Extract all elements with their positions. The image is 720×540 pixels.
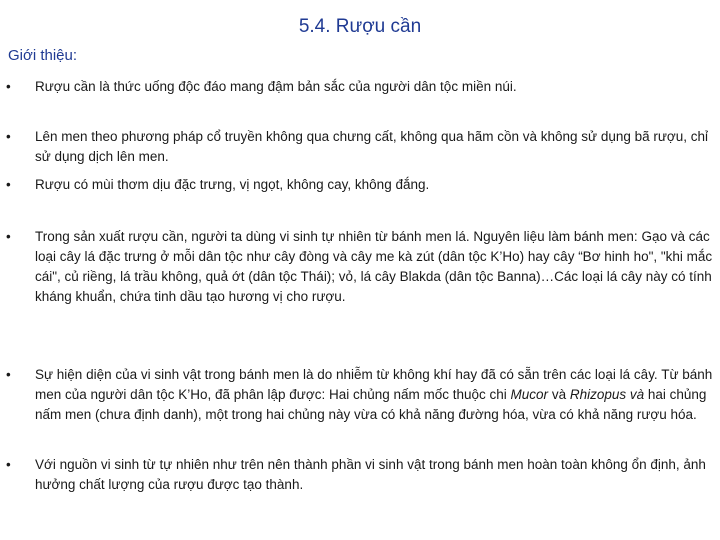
bullet-dot: •: [6, 129, 11, 144]
bullet-text: Rượu có mùi thơm dịu đặc trưng, vị ngọt, không cay, không đắng.: [35, 177, 430, 192]
bullet-text-part: và: [548, 387, 570, 402]
bullet-dot: •: [6, 457, 11, 472]
genus-rhizopus: Rhizopus và: [569, 387, 645, 402]
bullet-dot: •: [6, 229, 11, 244]
bullet-dot: •: [6, 367, 11, 382]
bullet-text: Với nguồn vi sinh từ tự nhiên như trên nên thành phần vi sinh vật trong bánh men hoàn toàn không ổn định, ảnh hưởng chất lượng của rượu được tạo thành.: [35, 457, 706, 492]
bullet-dot: •: [6, 79, 11, 94]
bullet-dot: •: [6, 177, 11, 192]
intro-heading: Giới thiệu:: [8, 47, 78, 64]
bullet-text: [35, 365, 715, 425]
bullet-text: Trong sản xuất rượu cần, người ta dùng vi sinh tự nhiên từ bánh men lá. Nguyên liệu làm bánh men: Gạo và các loại cây lá đặc trưng ở mỗi dân tộc như cây đòng và cây me kà zút (dân tộc K’Ho) hay cây “Bơ hinh ho", "khi mắc cái", củ riềng, lá trầu không, quả ớt (dân tộc Thái); vỏ, lá cây Blakda (dân tộc Banna)…Các loại lá cây này có tính kháng khuẩn, chứa tinh dầu tạo hương vị cho rượu.: [35, 229, 713, 304]
bullet-text-part: hai chủng nấm men (chưa định danh), một trong hai chủng này vừa có khả năng đường hóa, vừa có khả năng rượu hóa.: [35, 387, 707, 422]
genus-mucor: Mucor: [510, 387, 549, 402]
bullet-text: Lên men theo phương pháp cổ truyền không qua chưng cất, không qua hãm cồn và không sử dụng bã rượu, chỉ sử dụng dịch lên men.: [35, 129, 709, 164]
bullet-text-part: Sự hiện diện của vi sinh vật trong bánh men là do nhiễm từ không khí hay đã có sẵn trên các loại lá cây. Từ bánh men của người dân tộc K’Ho, đã phân lập được: Hai chủng nấm mốc thuộc chi: [35, 367, 713, 402]
bullet-text: Rượu cần là thức uống độc đáo mang đậm bản sắc của người dân tộc miền núi.: [35, 79, 517, 94]
slide-title: 5.4. Rượu cần: [298, 16, 422, 37]
